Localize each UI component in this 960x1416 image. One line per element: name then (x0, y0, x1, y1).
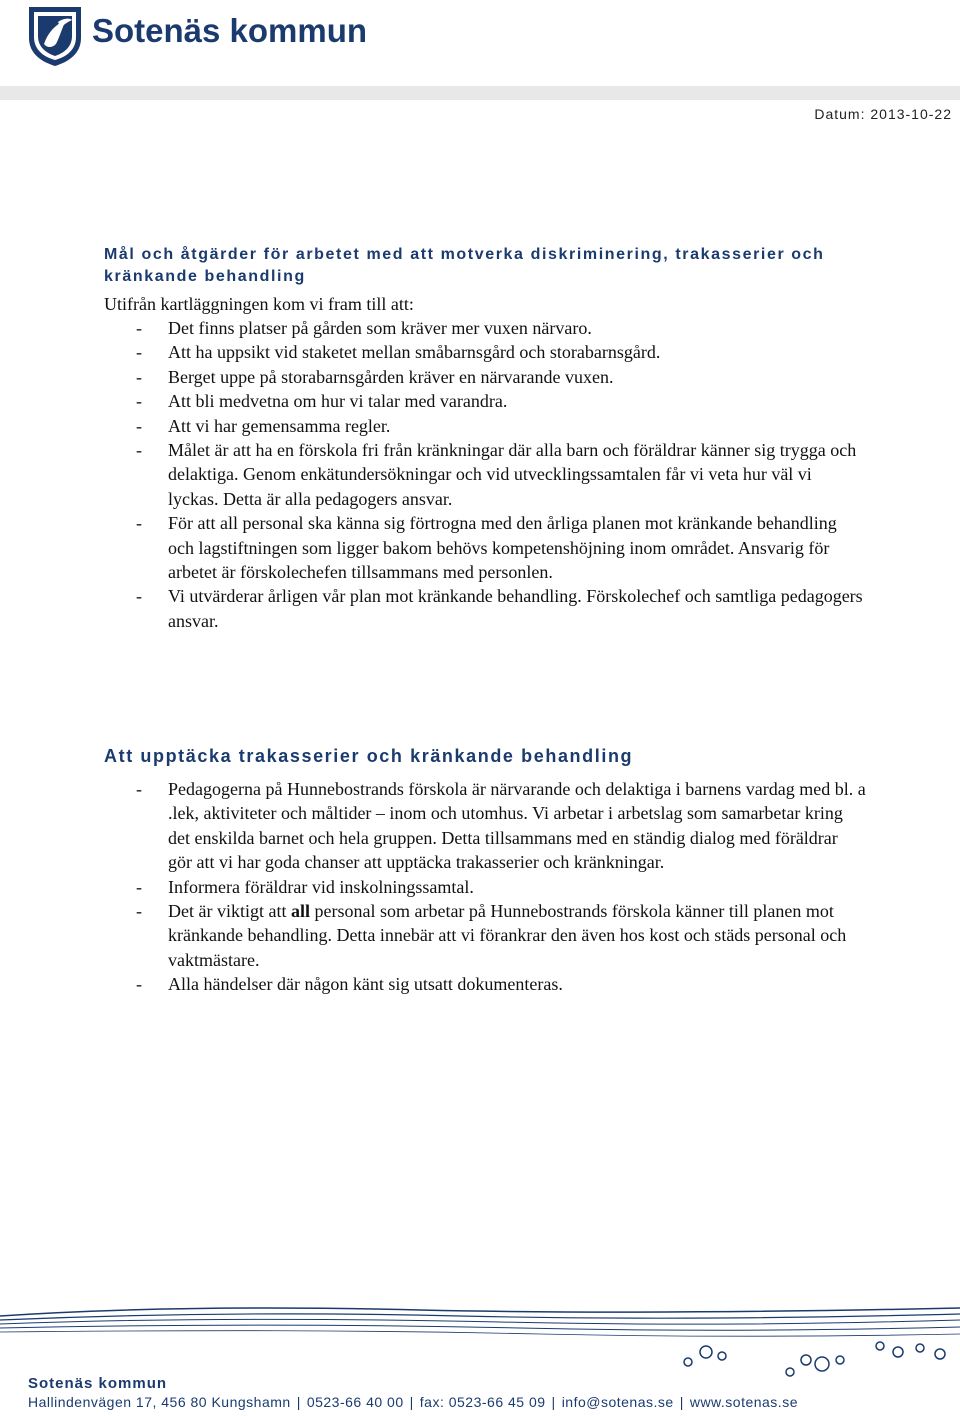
footer-separator: | (296, 1394, 301, 1410)
list-item: - Att vi har gemensamma regler. (136, 414, 866, 438)
list-item: - Pedagogerna på Hunnebostrands förskola är närvarande och delaktiga i barnens vardag med bl. a .lek, aktiviteter och måltider – inom och utomhus. Vi arbetar i arbetslag som samarbetar kring det enskilda barnet och hela gruppen. Detta tillsammans med en ständig dialog med föräldrar gör att vi har goda chanser att upptäcka trakasserier och kränkningar. (136, 777, 866, 875)
list-item: - Att ha uppsikt vid staketet mellan småbarnsgård och storabarnsgård. (136, 340, 866, 364)
list-item (136, 899, 866, 972)
section-intro: Utifrån kartläggningen kom vi fram till att: (104, 294, 414, 314)
section-heading-detection: Att upptäcka trakasserier och kränkande behandling (104, 746, 634, 766)
municipal-shield-logo-icon (26, 4, 84, 68)
footer-org-name: Sotenäs kommun (28, 1375, 168, 1392)
header-divider (0, 86, 960, 100)
section-heading-goals: Mål och åtgärder för arbetet med att motverka diskriminering, trakasserier och kränkande behandling (104, 246, 825, 285)
list-item: - För att all personal ska känna sig förtrogna med den årliga planen mot kränkande behandling och lagstiftningen som ligger bakom behövs kompetenshöjning inom området. Ansvarig för arbetet är förskolechefen tillsammans med personlen. (136, 511, 866, 584)
footer-contact-line (28, 1394, 798, 1410)
footer-separator: | (551, 1394, 556, 1410)
footer-separator: | (409, 1394, 414, 1410)
list-item: - Målet är att ha en förskola fri från kränkningar där alla barn och föräldrar känner sig trygga och delaktiga. Genom enkätundersökningar och vid utvecklingssamtalen får vi veta hur väl vi lyckas. Detta är alla pedagogers ansvar. (136, 438, 866, 511)
footer-address: Hallindenvägen 17, 456 80 Kungshamn (28, 1394, 291, 1410)
item-text-emphasis: all (290, 901, 310, 922)
detection-list (136, 777, 866, 997)
footer-wave-decoration-icon (0, 1300, 960, 1380)
org-name-logo-text: Sotenäs kommun (92, 12, 368, 49)
list-item: - Informera föräldrar vid inskolningssamtal. (136, 875, 866, 899)
list-item: - Att bli medvetna om hur vi talar med varandra. (136, 389, 866, 413)
page-header (0, 0, 960, 100)
list-item: - Vi utvärderar årligen vår plan mot kränkande behandling. Förskolechef och samtliga pedagogers ansvar. (136, 584, 866, 633)
footer-separator: | (679, 1394, 684, 1410)
footer-phone: 0523-66 40 00 (306, 1394, 404, 1410)
footer-email-link[interactable]: info@sotenas.se (561, 1394, 674, 1410)
item-text-after: personal som arbetar på Hunnebostrands förskola känner till planen mot kränkande behandling. Detta innebär att vi förankrar den även hos kost och städs personal och vaktmästare. (168, 901, 847, 970)
goals-list (136, 316, 866, 633)
item-text-before: Det är viktigt att (168, 901, 291, 922)
list-item: - Det finns platser på gården som kräver mer vuxen närvaro. (136, 316, 866, 340)
document-date: Datum: 2013-10-22 (814, 106, 952, 122)
list-item: - Alla händelser där någon känt sig utsatt dokumenteras. (136, 972, 866, 996)
footer-fax: fax: 0523-66 45 09 (419, 1394, 546, 1410)
footer-web-link[interactable]: www.sotenas.se (689, 1394, 798, 1410)
list-item: - Berget uppe på storabarnsgården kräver en närvarande vuxen. (136, 365, 866, 389)
